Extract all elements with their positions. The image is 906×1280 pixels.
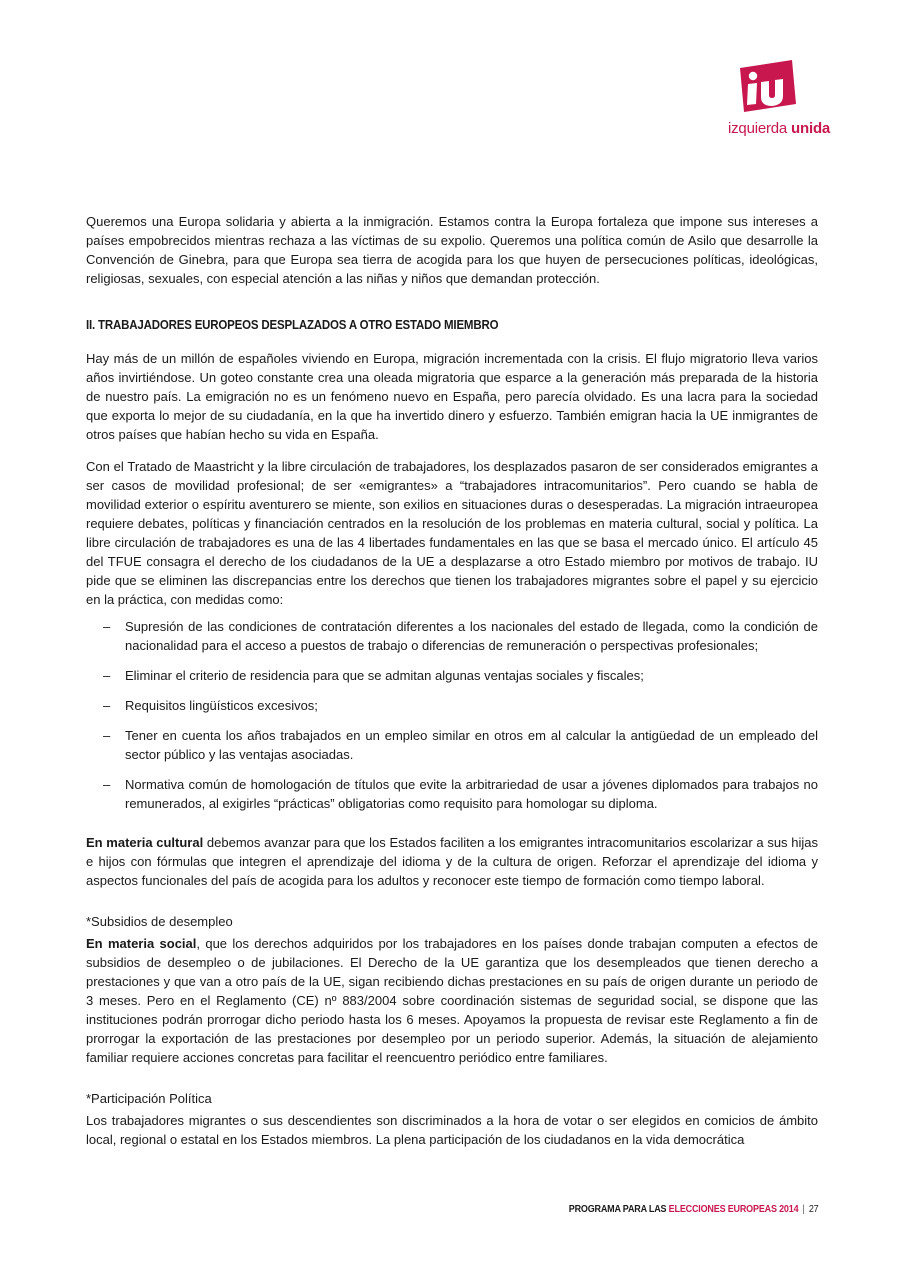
list-item xyxy=(86,666,818,685)
paragraph-maastricht: Con el Tratado de Maastricht y la libre circulación de trabajadores, los desplazados pasaron de ser considerados emigrantes a ser casos de movilidad profesional; de ser «emigrantes» a “trabajadores intracomunitarios”. Pero cuando se habla de movilidad exterior o espíritu aventurero se miente, son exilios en situaciones duras o desesperadas. La migración intraeuropea requiere debates, políticas y financiación centrados en la resolución de los problemas en materia cultural, social y política. La libre circulación de trabajadores es una de las 4 libertades fundamentales en las que se basa el mercado único. El artículo 45 del TFUE consagra el derecho de los ciudadanos de la UE a desplazarse a otro Estado miembro por motivos de trabajo. IU pide que se eliminen las discrepancias entre los derechos que tienen los trabajadores migrantes sobre el papel y su ejercicio en la práctica, con medidas como: xyxy=(86,459,818,607)
paragraph-cultural xyxy=(86,833,818,890)
participacion-heading: *Participación Política xyxy=(86,1091,212,1106)
list-item xyxy=(86,696,818,715)
dash-marker: – xyxy=(103,698,111,713)
footer-separator: | xyxy=(802,1204,805,1215)
iu-logo-icon xyxy=(732,58,798,118)
footer-highlight: ELECCIONES EUROPEAS 2014 xyxy=(668,1204,798,1215)
measure-text: Supresión de las condiciones de contratación diferentes a los nacionales del estado de llegada, como la condición de nacionalidad para el acceso a puestos de trabajo o diferencias de remuneración o perspectivas profesionales; xyxy=(125,619,818,653)
section-heading: II. TRABAJADORES EUROPEOS DESPLAZADOS A OTRO ESTADO MIEMBRO xyxy=(86,318,499,332)
measures-list xyxy=(86,617,818,813)
page-footer xyxy=(568,1204,818,1215)
page-content xyxy=(86,212,818,1162)
izquierda-unida-logo xyxy=(728,58,831,137)
list-item xyxy=(86,775,818,813)
paragraph-participacion: Los trabajadores migrantes o sus descendientes son discriminados a la hora de votar o ser elegidos en comicios de ámbito local, regional o estatal en los Estados miembros. La plena participación de los ciudadanos en la vida democrática xyxy=(86,1113,818,1147)
measure-text: Requisitos lingüísticos excesivos; xyxy=(125,698,318,713)
social-text: , que los derechos adquiridos por los trabajadores en los países donde trabajan computen a efectos de subsidios de desempleo o de jubilaciones. El Derecho de la UE garantiza que los desempleados que tienen derecho a prestaciones y que van a otro país de la UE, sigan recibiendo dichas prestaciones en su país de origen durante un periodo de 3 meses. Pero en el Reglamento (CE) nº 883/2004 sobre coordinación sistemas de seguridad social, se dispone que las instituciones podrán prorrogar dicho periodo hasta los 6 meses. Apoyamos la propuesta de revisar este Reglamento a fin de prorrogar la exportación de las prestaciones por desempleo por un periodo superior. Además, la situación de alejamiento familiar requiere acciones concretas para facilitar el reencuentro periódico entre familiares. xyxy=(86,936,818,1065)
paragraph-social xyxy=(86,934,818,1067)
logo-wordmark xyxy=(728,120,831,137)
cultural-lead: En materia cultural xyxy=(86,835,204,850)
measure-text: Eliminar el criterio de residencia para que se admitan algunas ventajas sociales y fiscales; xyxy=(125,668,644,683)
social-lead: En materia social xyxy=(86,936,197,951)
subsidios-heading: *Subsidios de desempleo xyxy=(86,914,233,929)
dash-marker: – xyxy=(103,668,111,683)
measure-text: Normativa común de homologación de títulos que evite la arbitrariedad de usar a jóvenes diplomados para trabajos no remunerados, al exigirles “prácticas” obligatorias como requisito para homologar su diploma. xyxy=(125,777,818,811)
dash-marker: – xyxy=(103,777,111,792)
footer-prefix: PROGRAMA PARA LAS xyxy=(568,1204,669,1215)
paragraph-emigration: Hay más de un millón de españoles viviendo en Europa, migración incrementada con la crisis. El flujo migratorio lleva varios años invirtiéndose. Un goteo constante crea una oleada migratoria que esparce a la generación más preparada de la historia de nuestro país. La emigración no es un fenómeno nuevo en España, pero parecía olvidado. Es una lacra para la sociedad que exporta lo mejor de su ciudadanía, en la que ha invertido dinero y esfuerzo. También emigran hacia la UE inmigrantes de otros países que habían hecho su vida en España. xyxy=(86,351,818,442)
list-item xyxy=(86,617,818,655)
measure-text: Tener en cuenta los años trabajados en un empleo similar en otros em al calcular la antigüedad de un empleado del sector público y las ventajas asociadas. xyxy=(125,728,818,762)
page-number: 27 xyxy=(808,1204,818,1215)
logo-name-bold: unida xyxy=(791,120,831,137)
dash-marker: – xyxy=(103,728,111,743)
list-item xyxy=(86,726,818,764)
dash-marker: – xyxy=(103,619,111,634)
intro-paragraph: Queremos una Europa solidaria y abierta a la inmigración. Estamos contra la Europa fortaleza que impone sus intereses a países empobrecidos mientras rechaza a las víctimas de su expolio. Queremos una política común de Asilo que desarrolle la Convención de Ginebra, para que Europa sea tierra de acogida para los que huyen de persecuciones políticas, ideológicas, religiosas, sexuales, con especial atención a las niñas y niños que demandan protección. xyxy=(86,214,818,286)
cultural-text: debemos avanzar para que los Estados faciliten a los emigrantes intracomunitarios escolarizar a sus hijas e hijos con fórmulas que integren el aprendizaje del idioma y de la cultura de origen. Reforzar el aprendizaje del idioma y aspectos funcionales del país de acogida para los adultos y reconocer este tiempo de formación como tiempo laboral. xyxy=(86,835,818,888)
logo-name-regular: izquierda xyxy=(728,120,788,137)
